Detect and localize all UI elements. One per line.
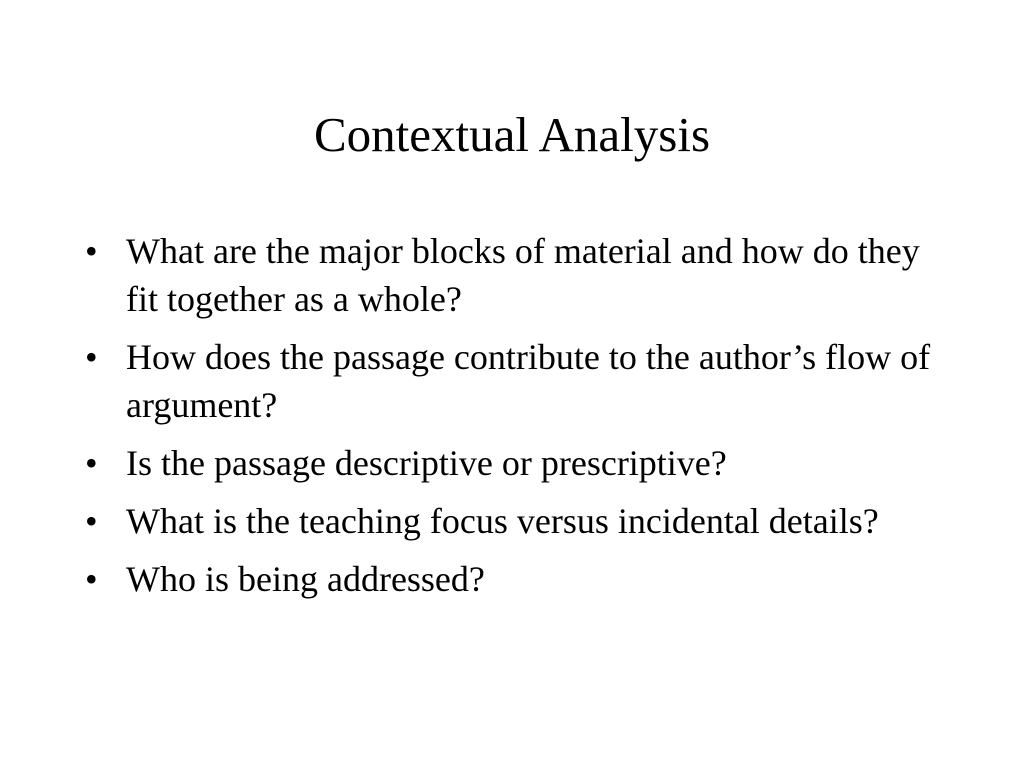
- bullet-text: Is the passage descriptive or prescriptive?: [126, 443, 727, 483]
- bullet-text: What is the teaching focus versus incidental details?: [126, 501, 879, 541]
- bullet-icon: •: [85, 501, 98, 541]
- bullet-icon: •: [85, 559, 98, 599]
- bullet-text: Who is being addressed?: [126, 559, 485, 599]
- bullet-item: [85, 555, 955, 603]
- bullet-text: What are the major blocks of material and how do they fit together as a whole?: [126, 231, 920, 319]
- bullet-item: [85, 497, 955, 545]
- bullet-icon: •: [85, 231, 98, 271]
- bullet-list: [85, 227, 955, 613]
- bullet-icon: •: [85, 337, 98, 377]
- bullet-icon: •: [85, 443, 98, 483]
- bullet-item: [85, 439, 955, 487]
- slide-title: Contextual Analysis: [313, 107, 711, 162]
- bullet-item: [85, 333, 955, 429]
- bullet-text: How does the passage contribute to the author’s flow of argument?: [126, 337, 931, 425]
- bullet-item: [85, 227, 955, 323]
